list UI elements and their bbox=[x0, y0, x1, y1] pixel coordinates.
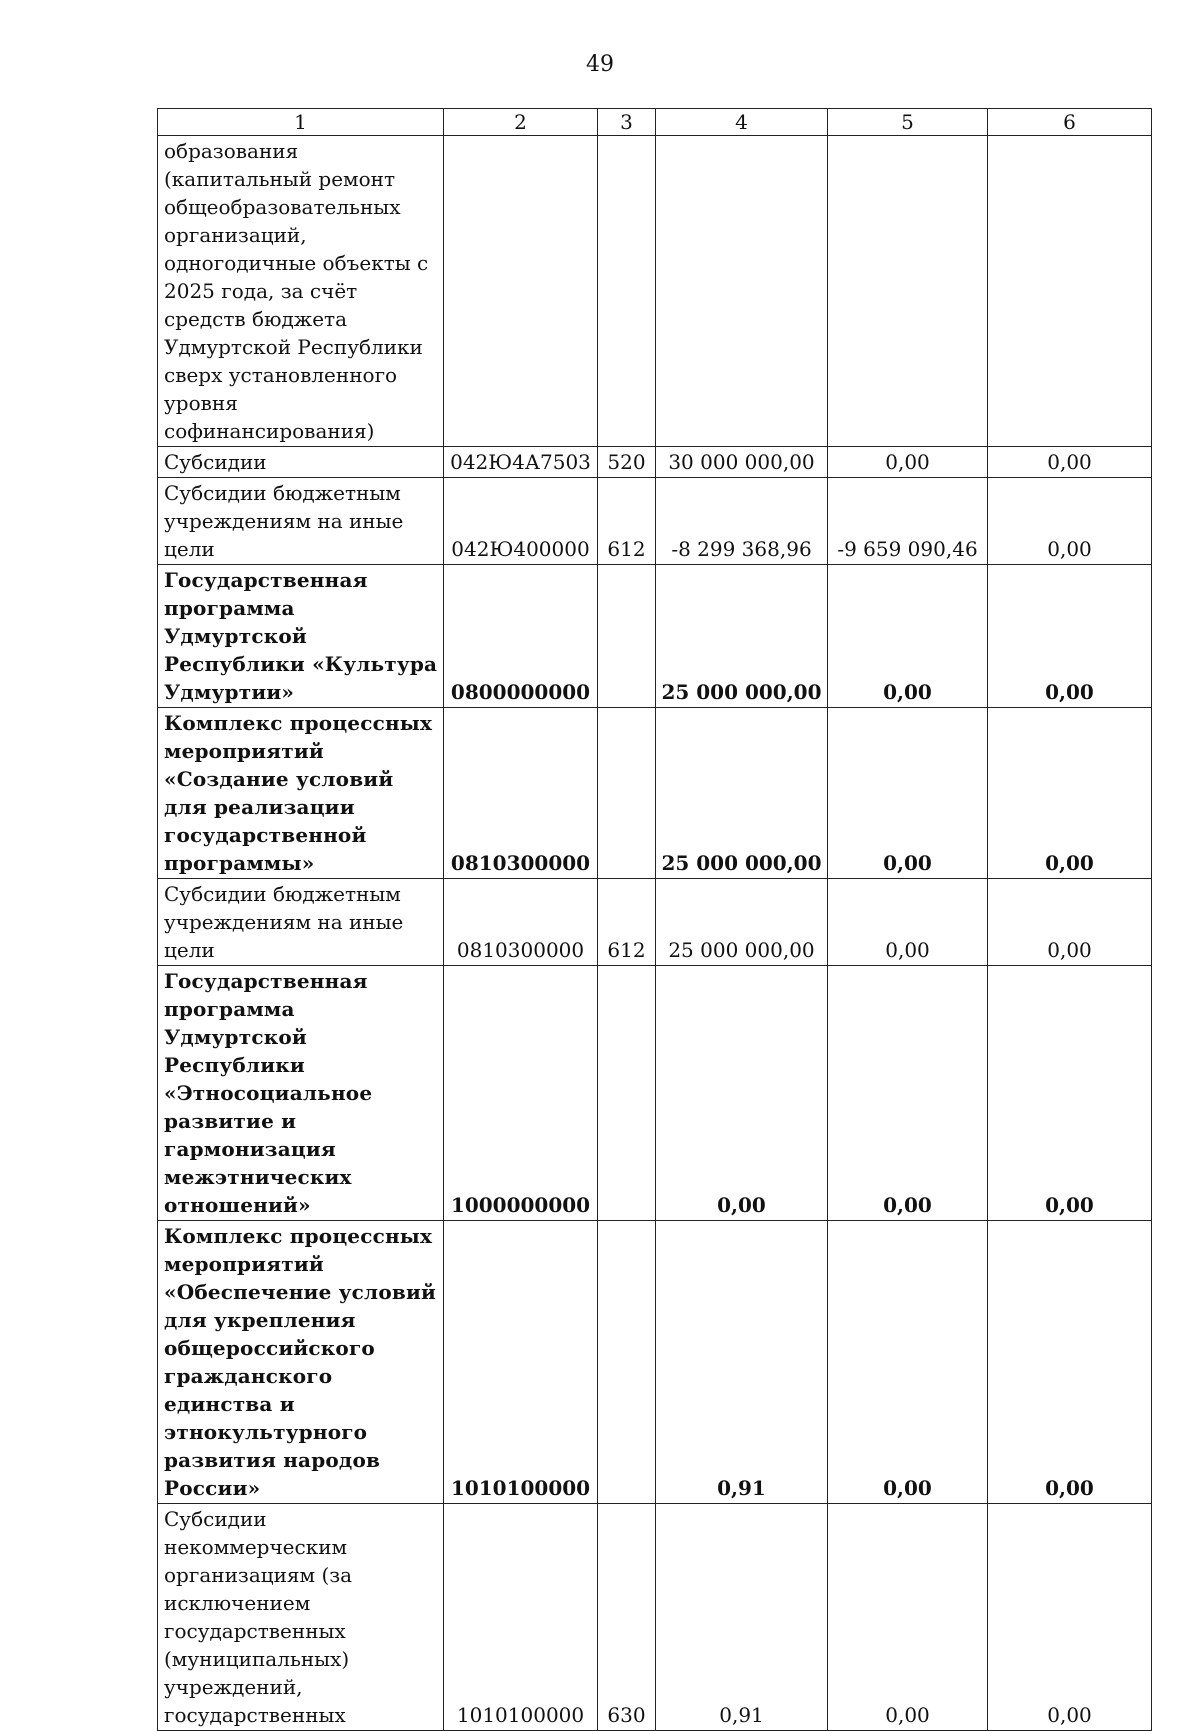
row-amount-5: 0,00 bbox=[828, 447, 988, 478]
row-amount-4: 25 000 000,00 bbox=[656, 708, 828, 879]
row-amount-5: 0,00 bbox=[828, 708, 988, 879]
row-expense-type bbox=[598, 1221, 656, 1504]
row-name: Государственная программа Удмуртской Республики «Этносоциальное развитие и гармонизация межэтнических отношений» bbox=[158, 966, 444, 1221]
row-amount-4: -8 299 368,96 bbox=[656, 478, 828, 565]
table-row bbox=[158, 1221, 1152, 1504]
row-code: 042Ю400000 bbox=[444, 478, 598, 565]
row-name: Комплекс процессных мероприятий «Обеспечение условий для укрепления общероссийского гражданского единства и этнокультурного развития народов России» bbox=[158, 1221, 444, 1504]
table-row bbox=[158, 966, 1152, 1221]
table-row bbox=[158, 565, 1152, 708]
column-header: 3 bbox=[598, 109, 656, 136]
row-expense-type bbox=[598, 136, 656, 447]
row-code: 0810300000 bbox=[444, 879, 598, 966]
table-row bbox=[158, 136, 1152, 447]
column-header: 1 bbox=[158, 109, 444, 136]
row-name: Государственная программа Удмуртской Республики «Культура Удмуртии» bbox=[158, 565, 444, 708]
row-name: Комплекс процессных мероприятий «Создание условий для реализации государственной программы» bbox=[158, 708, 444, 879]
row-amount-6: 0,00 bbox=[988, 879, 1152, 966]
row-amount-5: -9 659 090,46 bbox=[828, 478, 988, 565]
row-amount-4 bbox=[656, 136, 828, 447]
table-row bbox=[158, 708, 1152, 879]
row-name: образования (капитальный ремонт общеобразовательных организаций, одногодичные объекты с 2025 года, за счёт средств бюджета Удмуртской Республики сверх установленного уровня софинансирования) bbox=[158, 136, 444, 447]
column-header: 2 bbox=[444, 109, 598, 136]
page-number: 49 bbox=[586, 52, 614, 77]
row-expense-type: 612 bbox=[598, 879, 656, 966]
row-code: 042Ю4А7503 bbox=[444, 447, 598, 478]
row-expense-type: 612 bbox=[598, 478, 656, 565]
column-header: 4 bbox=[656, 109, 828, 136]
column-header: 6 bbox=[988, 109, 1152, 136]
table-row bbox=[158, 1504, 1152, 1731]
column-header: 5 bbox=[828, 109, 988, 136]
table-row bbox=[158, 879, 1152, 966]
row-amount-6: 0,00 bbox=[988, 478, 1152, 565]
row-amount-5: 0,00 bbox=[828, 1504, 988, 1731]
row-code bbox=[444, 136, 598, 447]
row-expense-type bbox=[598, 565, 656, 708]
row-name: Субсидии бюджетным учреждениям на иные цели bbox=[158, 879, 444, 966]
row-amount-5 bbox=[828, 136, 988, 447]
table-row bbox=[158, 478, 1152, 565]
row-amount-5: 0,00 bbox=[828, 966, 988, 1221]
row-code: 1010100000 bbox=[444, 1504, 598, 1731]
row-amount-5: 0,00 bbox=[828, 565, 988, 708]
row-amount-4: 0,91 bbox=[656, 1221, 828, 1504]
row-amount-6: 0,00 bbox=[988, 1221, 1152, 1504]
row-code: 1010100000 bbox=[444, 1221, 598, 1504]
row-expense-type bbox=[598, 708, 656, 879]
row-amount-4: 25 000 000,00 bbox=[656, 879, 828, 966]
table-row bbox=[158, 447, 1152, 478]
row-amount-5: 0,00 bbox=[828, 879, 988, 966]
row-expense-type bbox=[598, 966, 656, 1221]
row-amount-4: 0,00 bbox=[656, 966, 828, 1221]
row-amount-6: 0,00 bbox=[988, 1504, 1152, 1731]
row-amount-6 bbox=[988, 136, 1152, 447]
row-amount-6: 0,00 bbox=[988, 447, 1152, 478]
row-name: Субсидии некоммерческим организациям (за исключением государственных (муниципальных) учреждений, государственных bbox=[158, 1504, 444, 1731]
row-amount-4: 25 000 000,00 bbox=[656, 565, 828, 708]
row-amount-4: 30 000 000,00 bbox=[656, 447, 828, 478]
row-amount-5: 0,00 bbox=[828, 1221, 988, 1504]
row-code: 0810300000 bbox=[444, 708, 598, 879]
row-name: Субсидии бюджетным учреждениям на иные цели bbox=[158, 478, 444, 565]
row-expense-type: 630 bbox=[598, 1504, 656, 1731]
row-code: 1000000000 bbox=[444, 966, 598, 1221]
budget-table bbox=[157, 108, 1152, 1731]
row-name: Субсидии bbox=[158, 447, 444, 478]
row-amount-4: 0,91 bbox=[656, 1504, 828, 1731]
row-code: 0800000000 bbox=[444, 565, 598, 708]
row-amount-6: 0,00 bbox=[988, 966, 1152, 1221]
row-amount-6: 0,00 bbox=[988, 708, 1152, 879]
row-amount-6: 0,00 bbox=[988, 565, 1152, 708]
table-header-row bbox=[158, 109, 1152, 136]
row-expense-type: 520 bbox=[598, 447, 656, 478]
